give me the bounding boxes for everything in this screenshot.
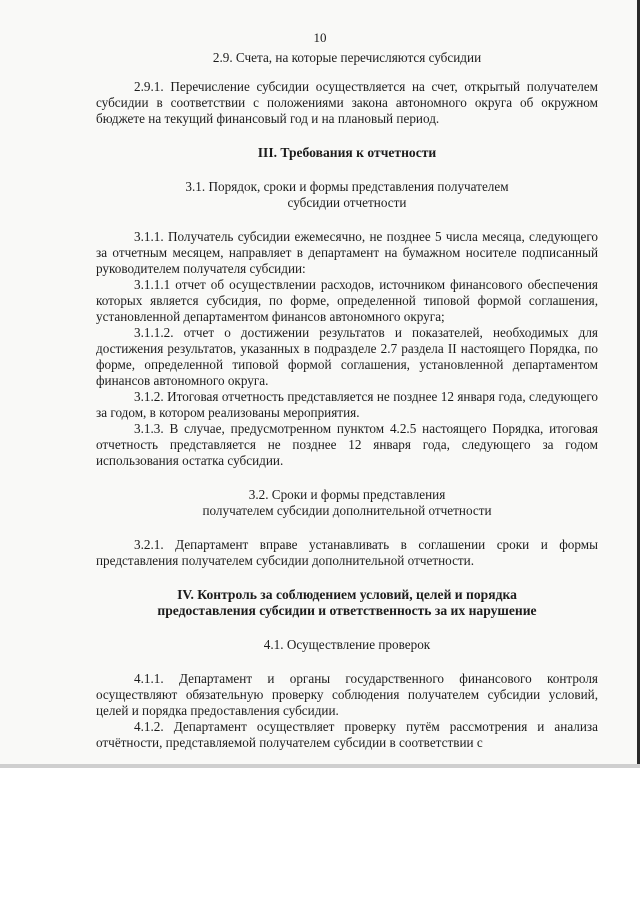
- section-4-heading-line1: IV. Контроль за соблюдением условий, целей и порядка: [177, 587, 517, 602]
- section-3-heading: III. Требования к отчетности: [257, 145, 437, 160]
- paragraph-2-9-1: 2.9.1. Перечисление субсидии осуществляется на счет, открытый получателем субсидии в соответствии с положениями закона автономного округа об окружном бюджете на текущий финансовый год и на плановый период.: [96, 79, 598, 126]
- document-body: [96, 46, 598, 751]
- paragraph-4-1-1: 4.1.1. Департамент и органы государственного финансового контроля осуществляют обязательную проверку соблюдения получателем субсидии условий, целей и порядка предоставления субсидии.: [96, 671, 598, 718]
- section-3-2-heading-line2: получателем субсидии дополнительной отчетности: [202, 503, 492, 518]
- paragraph-4-1-2: 4.1.2. Департамент осуществляет проверку путём рассмотрения и анализа отчётности, представляемой получателем субсидии в соответствии с: [96, 719, 598, 750]
- section-3-1-heading-line2: субсидии отчетности: [287, 195, 407, 210]
- section-2-9-heading: 2.9. Счета, на которые перечисляются субсидии: [212, 50, 482, 65]
- paragraph-3-1-2: 3.1.2. Итоговая отчетность представляется не позднее 12 января года, следующего за годом, в котором реализованы мероприятия.: [96, 389, 598, 420]
- paragraph-3-1-1: 3.1.1. Получатель субсидии ежемесячно, не позднее 5 числа месяца, следующего за отчетным месяцем, направляет в департамент на бумажном носителе подписанный руководителем получателя субсидии:: [96, 229, 598, 276]
- section-3-2-heading: [96, 487, 598, 519]
- paragraph-3-1-1-2: 3.1.1.2. отчет о достижении результатов и показателей, необходимых для достижения результатов, указанных в подразделе 2.7 раздела II настоящего Порядка, по форме, определенной типовой формой соглашения, установленной департаментом финансов автономного округа.: [96, 325, 598, 388]
- section-4-heading: [96, 587, 598, 619]
- paragraph-3-1-3: 3.1.3. В случае, предусмотренном пунктом 4.2.5 настоящего Порядка, итоговая отчетность представляется не позднее 12 января года, следующего за годом использования остатка субсидии.: [96, 421, 598, 468]
- paragraph-3-1-1-1: 3.1.1.1 отчет об осуществлении расходов, источником финансового обеспечения которых является субсидия, по форме, определенной типовой формой соглашения, установленной департаментом финансов автономного округа;: [96, 277, 598, 324]
- scan-edge: [0, 764, 640, 768]
- section-3-1-heading-line1: 3.1. Порядок, сроки и формы представления получателем: [185, 179, 509, 194]
- section-3-1-heading: [96, 179, 598, 211]
- paragraph-3-2-1: 3.2.1. Департамент вправе устанавливать в соглашении сроки и формы представления получателем субсидии дополнительной отчетности.: [96, 537, 598, 568]
- section-4-1-heading: 4.1. Осуществление проверок: [263, 637, 431, 652]
- page-number: 10: [313, 30, 327, 45]
- section-4-heading-line2: предоставления субсидии и ответственность за их нарушение: [157, 603, 537, 618]
- section-3-2-heading-line1: 3.2. Сроки и формы представления: [248, 487, 446, 502]
